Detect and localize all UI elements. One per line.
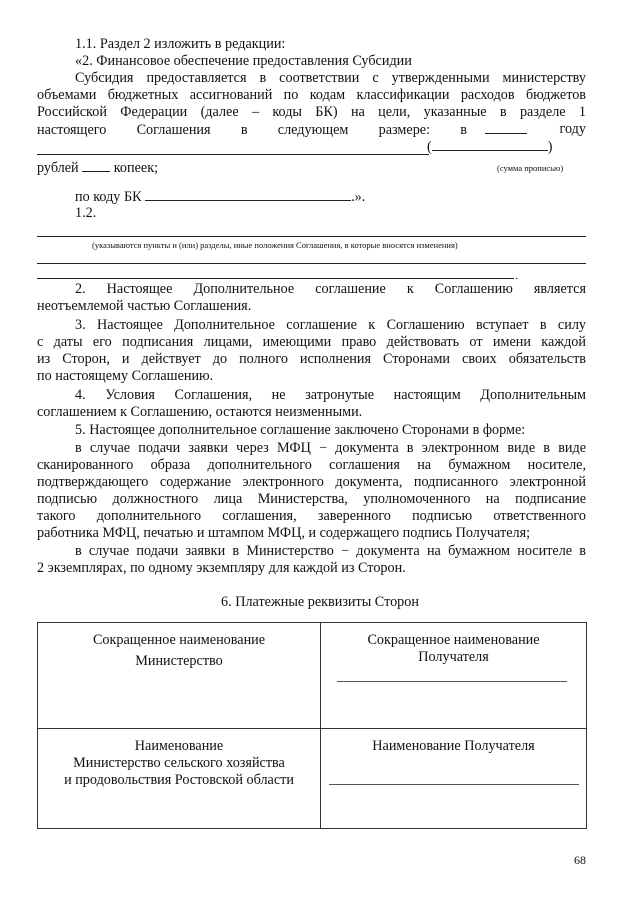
clause-4-line-1: 4. Условия Соглашения, не затронутые настоящим Дополнительным [75,387,586,403]
recipient-short-name-cell [321,623,587,729]
ministry-line-1: в случае подачи заявки в Министерство − документа на бумажном носителе в [75,543,586,559]
subsidy-text-line-2: объемами бюджетных ассигнований по кодам классификации расходов бюджетов [37,87,586,103]
recipient-name-cell [321,729,587,829]
changes-blank-line-1 [37,236,586,237]
changes-blank-line-3 [37,278,514,279]
year-word: году [559,121,586,137]
table-row [38,729,587,829]
name-label: Наименование [134,738,224,754]
ministry-line-2: 2 экземплярах, по одному экземпляру для каждой из Сторон. [37,560,406,576]
recipient-label: Получателя [418,649,489,665]
amount-intro: настоящего Соглашения в следующем размере: в [37,122,467,138]
clause-5: 5. Настоящее дополнительное соглашение заключено Сторонами в форме: [75,422,526,438]
clause-1-2: 1.2. [75,205,97,221]
clause-2-line-2: неотъемлемой частью Соглашения. [37,298,252,314]
amount-figure-blank [37,154,429,155]
bk-code-blank [145,188,351,201]
recipient-name-label: Наименование Получателя [372,738,535,754]
clause-4-line-2: соглашением к Соглашению, остаются неизменными. [37,404,363,420]
mfc-line-6: работника МФЦ, печатью и штампом МФЦ, и содержащего подпись Получателя; [37,525,531,541]
table-row [38,623,587,729]
mfc-line-5: такого дополнительного соглашения, заверенного подписью ответственного [37,508,586,524]
subsidy-text-line-3: Российской Федерации (далее – коды БК) на цели, указанные в разделе 1 [37,104,586,120]
recipient-name-blank [329,784,579,785]
changes-blank-line-2 [37,263,586,264]
clause-3-line-4: по настоящему Соглашению. [37,368,214,384]
bk-label: по коду БК [75,189,142,205]
section-2-heading: «2. Финансовое обеспечение предоставления Субсидии [75,53,412,69]
paren-open: ( [427,139,432,155]
ministry-short-name-cell [38,623,321,729]
sum-in-words-hint: (сумма прописью) [497,163,564,173]
bk-code-line [37,188,586,206]
payment-details-table [37,622,587,829]
ministry-value: Министерство [135,653,223,669]
recipient-short-name-blank [337,681,567,682]
mfc-line-4: подписью должностного лица Министерства, уполномоченного на подписание [37,491,586,507]
clause-1-1: 1.1. Раздел 2 изложить в редакции: [75,36,286,52]
clause-3-line-2: с даты его подписания лицами, имеющими право действовать от имени каждой [37,334,586,350]
mfc-line-2: сканированного образа дополнительного соглашения на бумажном носителе, [37,457,586,473]
changes-hint: (указываются пункты и (или) разделы, иные положения Соглашения, в которые вносятся изменения) [92,240,458,250]
paren-close: ) [547,139,553,155]
ministry-full-name-line-2: и продовольствия Ростовской области [64,772,294,788]
mfc-line-1: в случае подачи заявки через МФЦ − документа в электронном виде в виде [75,440,586,456]
kopecks-label: копеек; [113,160,159,176]
ministry-name-cell [38,729,321,829]
amount-words-blank [432,138,548,151]
mfc-line-3: подтверждающего содержание электронного документа, подписанного электронной [37,474,586,490]
bk-suffix: .». [351,189,366,205]
changes-end-dot: . [515,268,518,282]
year-blank [485,121,527,134]
subsidy-text-line-4 [37,121,586,139]
ministry-full-name-line-1: Министерство сельского хозяйства [73,755,285,771]
clause-2-line-1: 2. Настоящее Дополнительное соглашение к Соглашению является [75,281,586,297]
rubles-label: рублей [37,160,79,176]
amount-words-field [427,138,587,156]
subsidy-text-line-1: Субсидия предоставляется в соответствии с утвержденными министерству [75,70,586,86]
short-name-label: Сокращенное наименование [92,632,266,648]
section-6-title: 6. Платежные реквизиты Сторон [221,594,419,610]
page-number: 68 [574,853,586,867]
rubles-blank [82,159,110,172]
short-name-label: Сокращенное наименование [367,632,540,648]
clause-3-line-3: из Сторон, и действует до полного исполнения Сторонами своих обязательств [37,351,586,367]
clause-3-line-1: 3. Настоящее Дополнительное соглашение к Соглашению вступает в силу [75,317,586,333]
